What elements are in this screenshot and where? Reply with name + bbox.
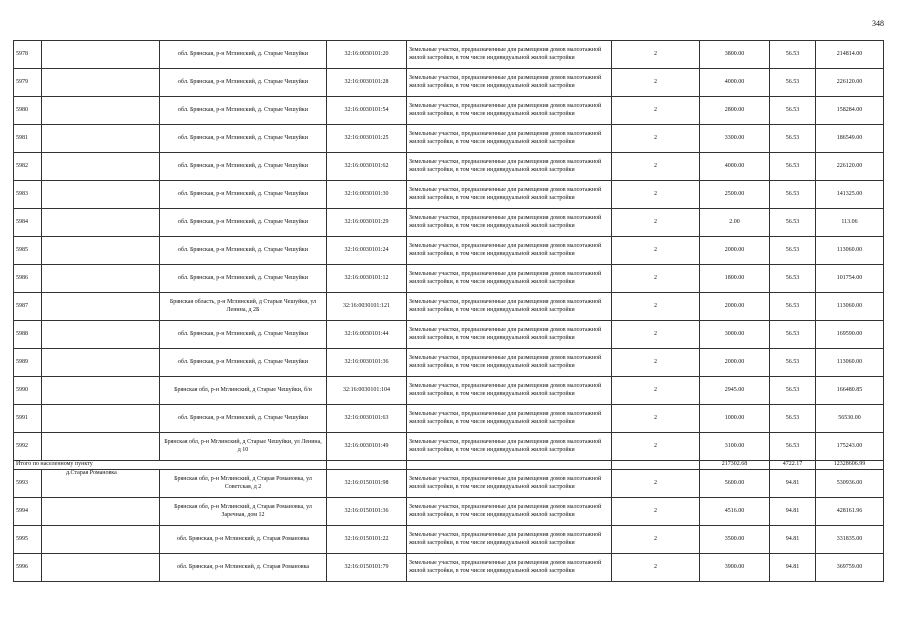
row-rate: 56.53: [770, 41, 816, 69]
row-category: 2: [612, 125, 700, 153]
row-value: 530936.00: [816, 470, 884, 498]
row-category: 2: [612, 153, 700, 181]
table-row: [14, 554, 884, 582]
row-value: 166480.85: [816, 377, 884, 405]
row-rate: 56.53: [770, 181, 816, 209]
row-area: 4516.00: [700, 498, 770, 526]
row-locality: [42, 349, 160, 377]
row-cadastral-number: 32:16:0030101:25: [327, 125, 407, 153]
row-value: 369759.00: [816, 554, 884, 582]
row-number: 5988: [14, 321, 42, 349]
row-value: 113060.00: [816, 237, 884, 265]
row-purpose: Земельные участки, предназначенные для размещения домов малоэтажной жилой застройки, в том числе индивидуальной жилой застройки: [407, 237, 612, 265]
row-purpose: Земельные участки, предназначенные для размещения домов малоэтажной жилой застройки, в том числе индивидуальной жилой застройки: [407, 69, 612, 97]
row-area: 2000.00: [700, 293, 770, 321]
table-row: [14, 293, 884, 321]
row-rate: 56.53: [770, 125, 816, 153]
table-row: [14, 433, 884, 461]
row-purpose: Земельные участки, предназначенные для размещения домов малоэтажной жилой застройки, в том числе индивидуальной жилой застройки: [407, 321, 612, 349]
row-address: обл. Брянская, р-н Мглинский, д. Старые Чешуйки: [160, 153, 327, 181]
row-category: 2: [612, 433, 700, 461]
row-number: 5990: [14, 377, 42, 405]
row-number: 5979: [14, 69, 42, 97]
row-locality: [42, 498, 160, 526]
row-value: 226120.00: [816, 69, 884, 97]
total-area: 217302.68: [700, 461, 770, 470]
locality-label: д.Старая Романовка: [66, 470, 117, 476]
row-area: 3800.00: [700, 41, 770, 69]
row-cadastral-number: 32:16:0150101:98: [327, 470, 407, 498]
table-row: [14, 153, 884, 181]
row-rate: 56.53: [770, 349, 816, 377]
row-area: 3100.00: [700, 433, 770, 461]
row-category: 2: [612, 349, 700, 377]
table-row: [14, 125, 884, 153]
table-row: [14, 470, 884, 498]
row-address: Брянская обл, р-н Мглинский, д Старая Романовка, ул Заречная, дом 12: [160, 498, 327, 526]
row-number: 5987: [14, 293, 42, 321]
row-category: 2: [612, 526, 700, 554]
row-cadastral-number: 32:16:0030101:30: [327, 181, 407, 209]
row-area: 3900.00: [700, 554, 770, 582]
cadastral-value-table: [13, 40, 884, 582]
row-address: обл. Брянская, р-н Мглинский, д. Старые Чешуйки: [160, 125, 327, 153]
row-number: 5978: [14, 41, 42, 69]
row-area: 2.00: [700, 209, 770, 237]
row-rate: 56.53: [770, 209, 816, 237]
table-row: [14, 69, 884, 97]
row-number: 5985: [14, 237, 42, 265]
row-cadastral-number: 32:16:0030101:12: [327, 265, 407, 293]
row-purpose: Земельные участки, предназначенные для размещения домов малоэтажной жилой застройки, в том числе индивидуальной жилой застройки: [407, 433, 612, 461]
row-locality: [42, 153, 160, 181]
row-address: обл. Брянская, р-н Мглинский, д. Старая Романовка: [160, 554, 327, 582]
row-locality: [42, 433, 160, 461]
row-number: 5989: [14, 349, 42, 377]
row-cadastral-number: 32:16:0030101:49: [327, 433, 407, 461]
row-number: 5984: [14, 209, 42, 237]
row-rate: 56.53: [770, 69, 816, 97]
row-category: 2: [612, 97, 700, 125]
row-purpose: Земельные участки, предназначенные для размещения домов малоэтажной жилой застройки, в том числе индивидуальной жилой застройки: [407, 405, 612, 433]
row-cadastral-number: 32:16:0030101:54: [327, 97, 407, 125]
row-locality: [42, 237, 160, 265]
row-locality: [42, 181, 160, 209]
row-address: Брянская обл, р-н Мглинский, д Старые Чешуйки, ул Ленина, д 10: [160, 433, 327, 461]
row-number: 5995: [14, 526, 42, 554]
row-address: обл. Брянская, р-н Мглинский, д. Старые Чешуйки: [160, 181, 327, 209]
row-cadastral-number: 32:16:0030101:20: [327, 41, 407, 69]
row-locality: [42, 265, 160, 293]
row-locality: [42, 321, 160, 349]
row-area: 5600.00: [700, 470, 770, 498]
row-rate: 56.53: [770, 153, 816, 181]
row-number: 5994: [14, 498, 42, 526]
row-locality: [42, 209, 160, 237]
row-rate: 56.53: [770, 405, 816, 433]
row-number: 5980: [14, 97, 42, 125]
row-area: 4000.00: [700, 69, 770, 97]
row-address: обл. Брянская, р-н Мглинский, д. Старые Чешуйки: [160, 97, 327, 125]
row-number: 5993: [14, 470, 42, 498]
row-purpose: Земельные участки, предназначенные для размещения домов малоэтажной жилой застройки, в том числе индивидуальной жилой застройки: [407, 498, 612, 526]
row-area: 2000.00: [700, 237, 770, 265]
row-cadastral-number: 32:16:0030101:29: [327, 209, 407, 237]
row-purpose: Земельные участки, предназначенные для размещения домов малоэтажной жилой застройки, в том числе индивидуальной жилой застройки: [407, 554, 612, 582]
total-value: 12328606.99: [816, 461, 884, 470]
row-area: 2945.00: [700, 377, 770, 405]
row-locality: [42, 293, 160, 321]
row-purpose: Земельные участки, предназначенные для размещения домов малоэтажной жилой застройки, в том числе индивидуальной жилой застройки: [407, 181, 612, 209]
row-rate: 94.81: [770, 470, 816, 498]
row-cadastral-number: 32:16:0030101:62: [327, 153, 407, 181]
table-row: [14, 209, 884, 237]
row-purpose: Земельные участки, предназначенные для размещения домов малоэтажной жилой застройки, в том числе индивидуальной жилой застройки: [407, 293, 612, 321]
row-address: обл. Брянская, р-н Мглинский, д. Старые Чешуйки: [160, 321, 327, 349]
row-cadastral-number: 32:16:0030101:44: [327, 321, 407, 349]
row-area: 3300.00: [700, 125, 770, 153]
row-number: 5982: [14, 153, 42, 181]
row-value: 101754.00: [816, 265, 884, 293]
row-rate: 94.81: [770, 526, 816, 554]
row-rate: 56.53: [770, 433, 816, 461]
row-category: 2: [612, 41, 700, 69]
row-address: обл. Брянская, р-н Мглинский, д. Старые Чешуйки: [160, 237, 327, 265]
row-number: 5983: [14, 181, 42, 209]
row-locality: [42, 377, 160, 405]
row-number: 5981: [14, 125, 42, 153]
row-number: 5992: [14, 433, 42, 461]
row-purpose: Земельные участки, предназначенные для размещения домов малоэтажной жилой застройки, в том числе индивидуальной жилой застройки: [407, 526, 612, 554]
table-row: [14, 321, 884, 349]
row-value: 226120.00: [816, 153, 884, 181]
table-row: [14, 349, 884, 377]
row-address: обл. Брянская, р-н Мглинский, д. Старая Романовка: [160, 526, 327, 554]
total-row: [14, 461, 884, 470]
row-locality: [42, 125, 160, 153]
row-category: 2: [612, 237, 700, 265]
row-address: обл. Брянская, р-н Мглинский, д. Старые Чешуйки: [160, 265, 327, 293]
table-row: [14, 41, 884, 69]
row-value: 331835.00: [816, 526, 884, 554]
row-value: 56530.00: [816, 405, 884, 433]
row-purpose: Земельные участки, предназначенные для размещения домов малоэтажной жилой застройки, в том числе индивидуальной жилой застройки: [407, 153, 612, 181]
row-cadastral-number: 32:16:0150101:79: [327, 554, 407, 582]
row-value: 113060.00: [816, 293, 884, 321]
row-number: 5996: [14, 554, 42, 582]
row-category: 2: [612, 470, 700, 498]
row-rate: 94.81: [770, 554, 816, 582]
row-rate: 56.53: [770, 321, 816, 349]
row-address: обл. Брянская, р-н Мглинский, д. Старые Чешуйки: [160, 69, 327, 97]
row-rate: 56.53: [770, 97, 816, 125]
row-address: обл. Брянская, р-н Мглинский, д. Старые Чешуйки: [160, 349, 327, 377]
row-category: 2: [612, 405, 700, 433]
row-area: 2500.00: [700, 181, 770, 209]
row-locality: [42, 405, 160, 433]
row-number: 5986: [14, 265, 42, 293]
row-cadastral-number: 32:16:0030101:121: [327, 293, 407, 321]
row-category: 2: [612, 377, 700, 405]
table-row: [14, 97, 884, 125]
row-rate: 56.53: [770, 377, 816, 405]
row-value: 113.06: [816, 209, 884, 237]
row-purpose: Земельные участки, предназначенные для размещения домов малоэтажной жилой застройки, в том числе индивидуальной жилой застройки: [407, 377, 612, 405]
table-row: [14, 526, 884, 554]
table-row: [14, 237, 884, 265]
row-category: 2: [612, 209, 700, 237]
row-cadastral-number: 32:16:0030101:24: [327, 237, 407, 265]
row-cadastral-number: 32:16:0150101:22: [327, 526, 407, 554]
row-value: 186549.00: [816, 125, 884, 153]
row-category: 2: [612, 265, 700, 293]
row-address: обл. Брянская, р-н Мглинский, д. Старые Чешуйки: [160, 41, 327, 69]
row-value: 214814.00: [816, 41, 884, 69]
row-number: 5991: [14, 405, 42, 433]
row-rate: 94.81: [770, 498, 816, 526]
row-locality: [42, 526, 160, 554]
row-address: обл. Брянская, р-н Мглинский, д. Старые Чешуйки: [160, 209, 327, 237]
row-category: 2: [612, 321, 700, 349]
row-address: Брянская обл, р-н Мглинский, д Старые Чешуйки, б/н: [160, 377, 327, 405]
row-locality: [42, 554, 160, 582]
row-purpose: Земельные участки, предназначенные для размещения домов малоэтажной жилой застройки, в том числе индивидуальной жилой застройки: [407, 265, 612, 293]
row-purpose: Земельные участки, предназначенные для размещения домов малоэтажной жилой застройки, в том числе индивидуальной жилой застройки: [407, 97, 612, 125]
row-purpose: Земельные участки, предназначенные для размещения домов малоэтажной жилой застройки, в том числе индивидуальной жилой застройки: [407, 209, 612, 237]
table-row: [14, 377, 884, 405]
row-value: 175243.00: [816, 433, 884, 461]
row-address: Брянская область, р-н Мглинский, д Старые Чешуйки, ул Ленина, д 2Б: [160, 293, 327, 321]
row-value: 428161.96: [816, 498, 884, 526]
table-row: [14, 181, 884, 209]
row-purpose: Земельные участки, предназначенные для размещения домов малоэтажной жилой застройки, в том числе индивидуальной жилой застройки: [407, 349, 612, 377]
row-category: 2: [612, 498, 700, 526]
row-locality: [42, 470, 160, 498]
row-area: 4000.00: [700, 153, 770, 181]
row-cadastral-number: 32:16:0030101:36: [327, 349, 407, 377]
row-value: 113060.00: [816, 349, 884, 377]
row-rate: 56.53: [770, 293, 816, 321]
row-purpose: Земельные участки, предназначенные для размещения домов малоэтажной жилой застройки, в том числе индивидуальной жилой застройки: [407, 470, 612, 498]
page-number: 348: [872, 19, 884, 28]
row-locality: [42, 69, 160, 97]
table-row: [14, 498, 884, 526]
row-rate: 56.53: [770, 265, 816, 293]
row-area: 3500.00: [700, 526, 770, 554]
row-purpose: Земельные участки, предназначенные для размещения домов малоэтажной жилой застройки, в том числе индивидуальной жилой застройки: [407, 41, 612, 69]
row-area: 1800.00: [700, 265, 770, 293]
row-locality: [42, 97, 160, 125]
total-label: Итого по населенному пункту: [14, 461, 327, 470]
table-row: [14, 265, 884, 293]
row-value: 141325.00: [816, 181, 884, 209]
total-rate: 4722.17: [770, 461, 816, 470]
row-address: Брянская обл, р-н Мглинский, д Старая Романовка, ул Советская, д 2: [160, 470, 327, 498]
table-row: [14, 405, 884, 433]
row-category: 2: [612, 181, 700, 209]
row-area: 2000.00: [700, 349, 770, 377]
row-value: 169590.00: [816, 321, 884, 349]
row-cadastral-number: 32:16:0030101:63: [327, 405, 407, 433]
row-purpose: Земельные участки, предназначенные для размещения домов малоэтажной жилой застройки, в том числе индивидуальной жилой застройки: [407, 125, 612, 153]
row-category: 2: [612, 293, 700, 321]
row-area: 3000.00: [700, 321, 770, 349]
row-value: 158284.00: [816, 97, 884, 125]
row-rate: 56.53: [770, 237, 816, 265]
row-category: 2: [612, 69, 700, 97]
row-area: 2800.00: [700, 97, 770, 125]
row-category: 2: [612, 554, 700, 582]
row-area: 1000.00: [700, 405, 770, 433]
row-cadastral-number: 32:16:0030101:28: [327, 69, 407, 97]
row-cadastral-number: 32:16:0150101:36: [327, 498, 407, 526]
row-locality: [42, 41, 160, 69]
row-address: обл. Брянская, р-н Мглинский, д. Старые Чешуйки: [160, 405, 327, 433]
row-cadastral-number: 32:16:0030101:104: [327, 377, 407, 405]
